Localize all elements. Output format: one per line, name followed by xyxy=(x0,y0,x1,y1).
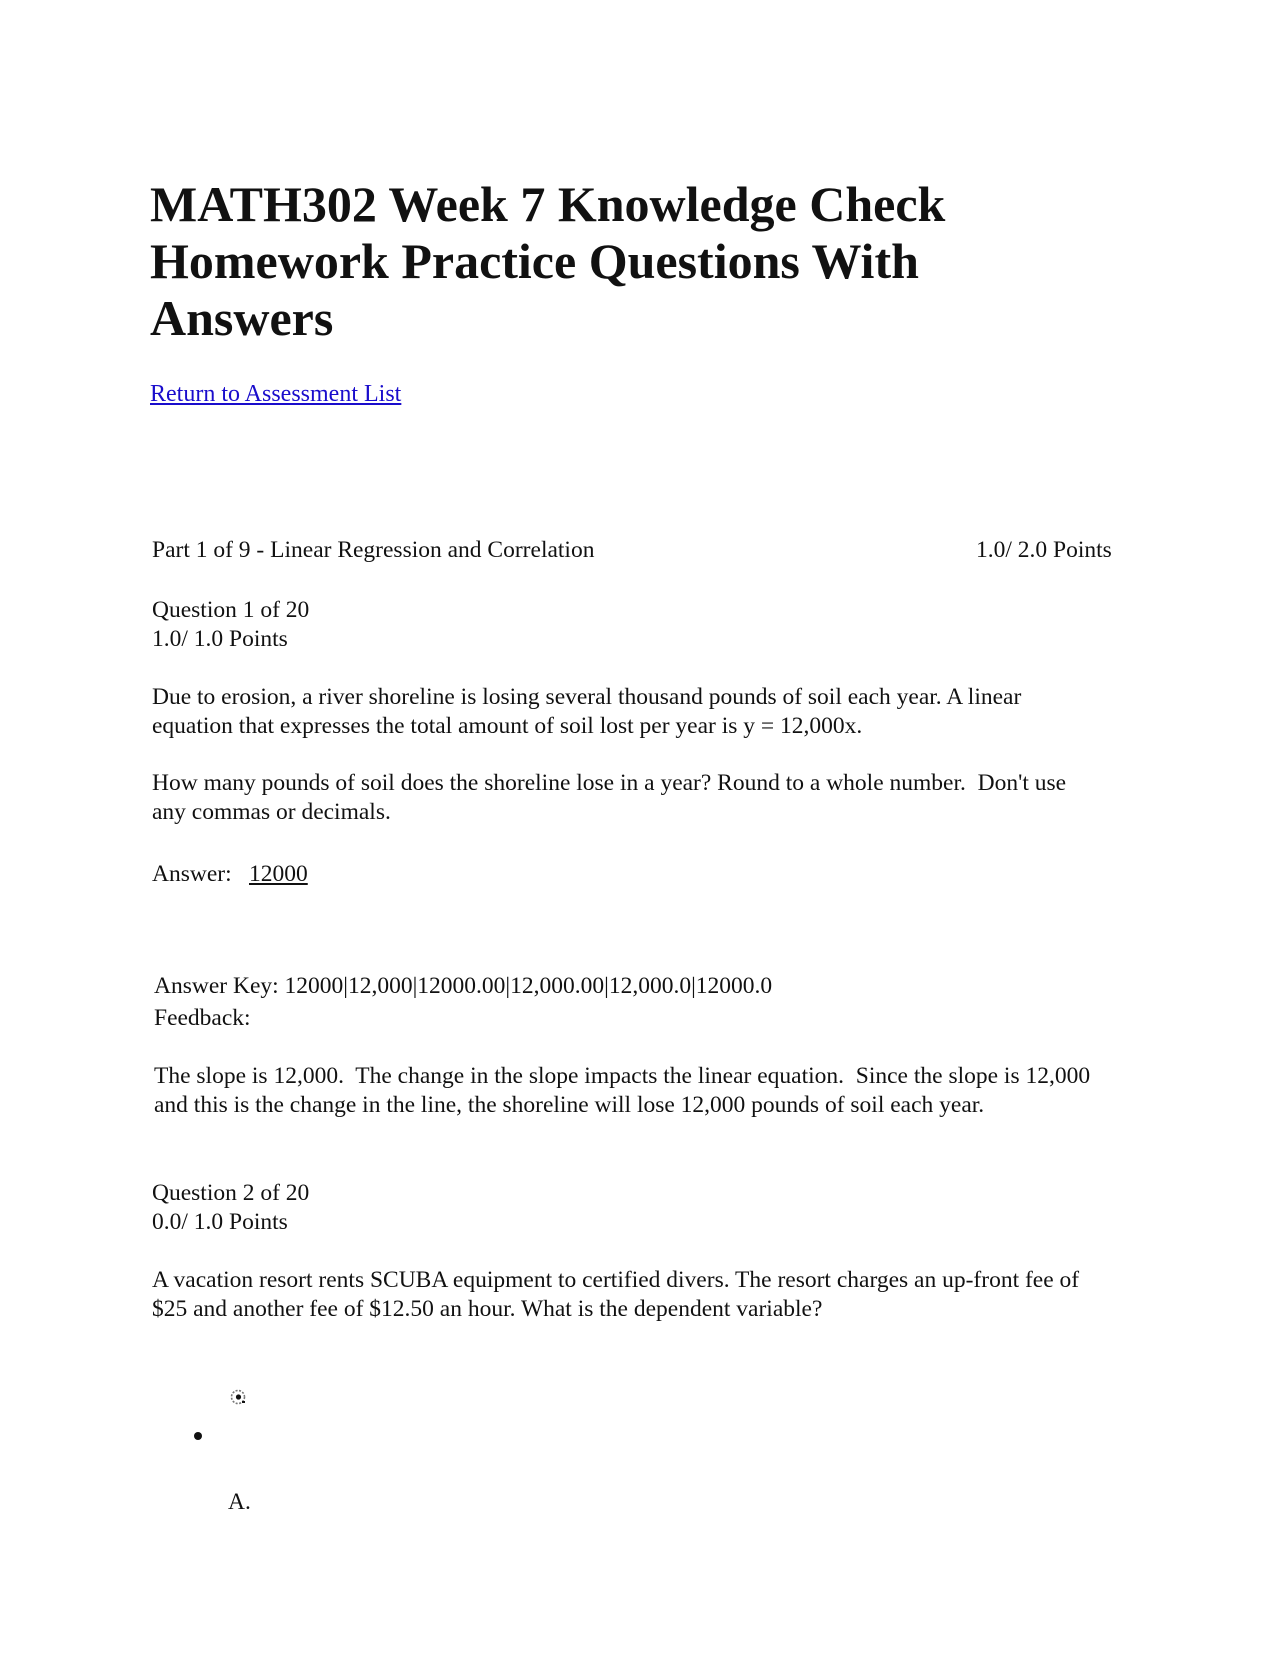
feedback-text: The slope is 12,000. The change in the slope impacts the linear equation. Since the slope is 12,000 and this is the change in the line, the shoreline will lose 12,000 pounds of soil each year. xyxy=(154,1063,1096,1118)
radio-selected-icon[interactable] xyxy=(229,1388,247,1406)
question-1-text: Due to erosion, a river shoreline is losing several thousand pounds of soil each year. A linear equation that expresses the total amount of soil lost per year is y = 12,000x. xyxy=(152,684,1028,739)
option-a-label[interactable]: A. xyxy=(228,1489,251,1515)
bullet-icon xyxy=(194,1432,202,1440)
question-1-number: Question 1 of 20 xyxy=(152,597,310,623)
answer-value: 12000 xyxy=(249,861,308,887)
page-title: MATH302 Week 7 Knowledge Check Homework Practice Questions With Answers xyxy=(150,176,946,346)
question-1-points: 1.0/ 1.0 Points xyxy=(152,626,288,652)
question-1-prompt: How many pounds of soil does the shoreline lose in a year? Round to a whole number. Don't use any commas or decimals. xyxy=(152,770,1072,825)
feedback-label: Feedback: xyxy=(154,1005,251,1031)
question-2-text: A vacation resort rents SCUBA equipment to certified divers. The resort charges an up-front fee of $25 and another fee of $12.50 an hour. What is the dependent variable? xyxy=(152,1267,1085,1322)
answer-key: Answer Key: 12000|12,000|12000.00|12,000.00|12,000.0|12000.0 xyxy=(154,973,773,999)
answer-label: Answer: xyxy=(152,861,238,887)
question-2-points: 0.0/ 1.0 Points xyxy=(152,1209,288,1235)
return-to-assessment-list-link[interactable]: Return to Assessment List xyxy=(150,381,402,407)
question-2-number: Question 2 of 20 xyxy=(152,1180,310,1206)
part-points: 1.0/ 2.0 Points xyxy=(976,537,1112,563)
part-title: Part 1 of 9 - Linear Regression and Correlation xyxy=(152,537,595,563)
